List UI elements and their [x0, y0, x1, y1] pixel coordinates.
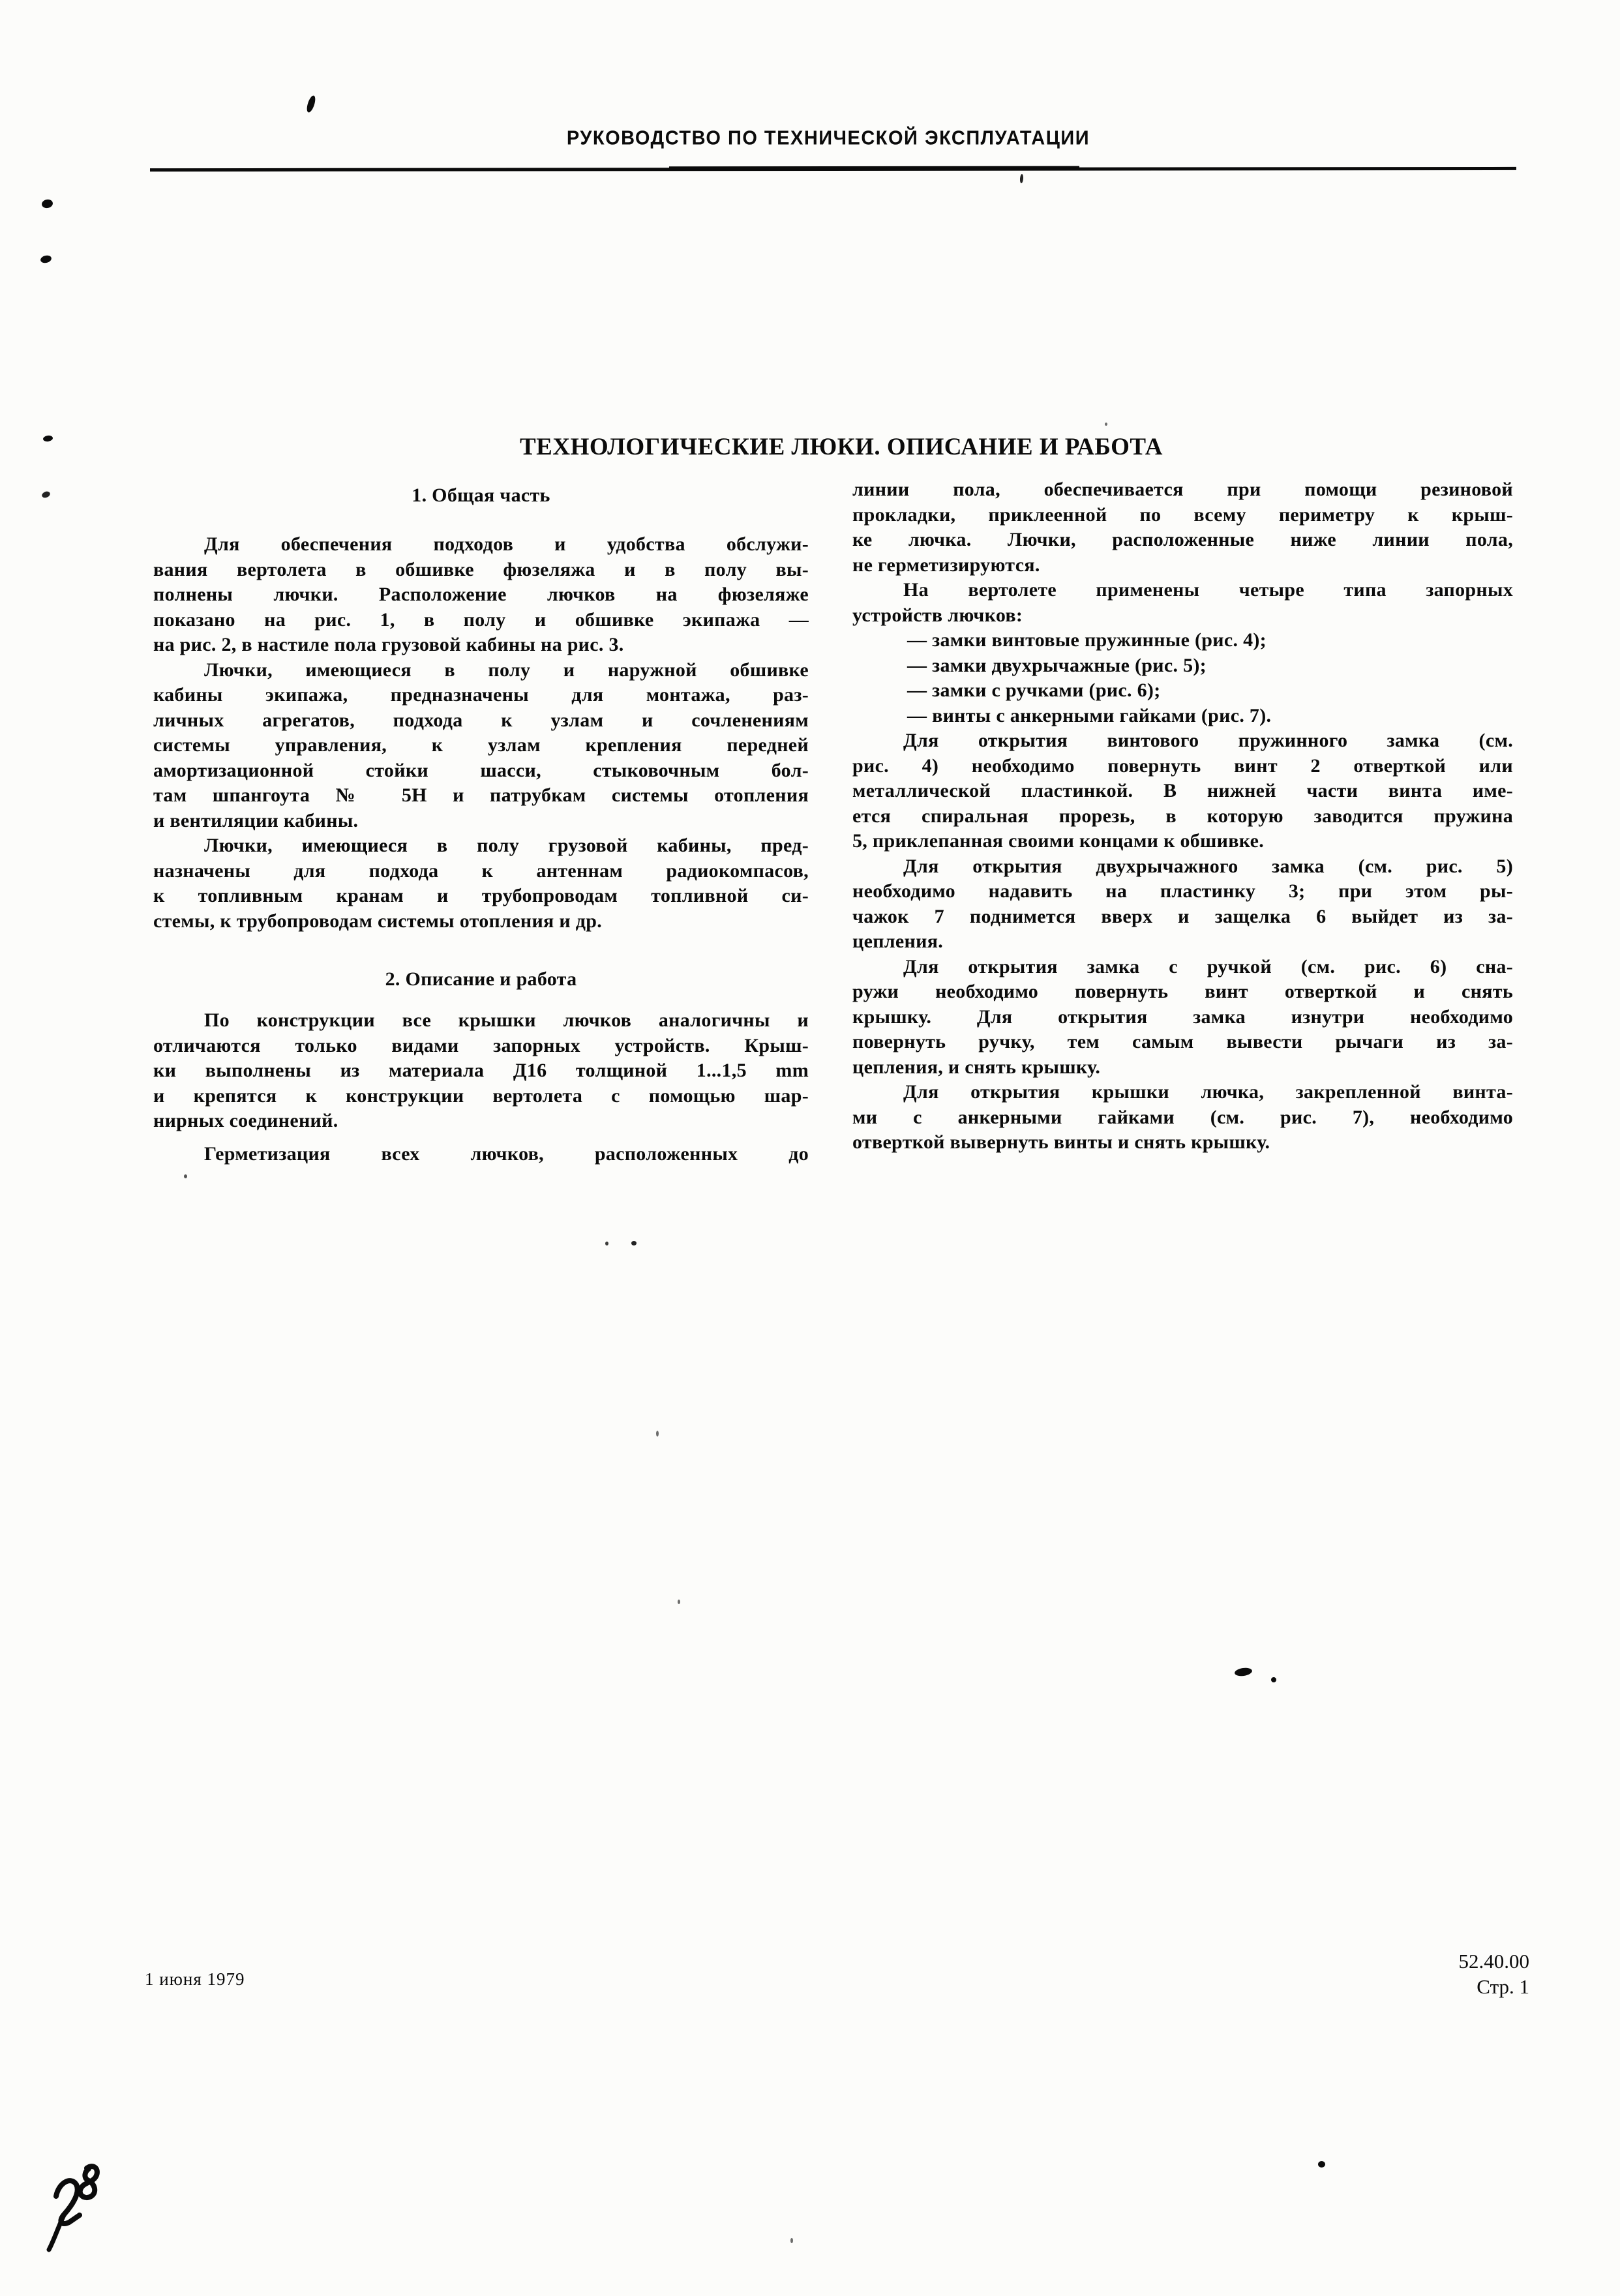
text-line: металлической пластинкой. В нижней части винта име- — [852, 780, 1513, 801]
text-line: системы управления, к узлам крепления передней — [153, 734, 809, 756]
footer-date: 1 июня 1979 — [145, 1969, 245, 1989]
document-number: 52.40.00 — [1458, 1950, 1529, 1973]
text-line: повернуть ручку, тем самым вывести рычаги из за- — [852, 1031, 1513, 1052]
text-line: не герметизируются. — [852, 554, 1040, 576]
ink-speck — [1271, 1677, 1276, 1682]
text-line: Для открытия крышки лючка, закрепленной винта- — [903, 1081, 1513, 1103]
text-column-left — [153, 483, 809, 1167]
text-line: кабины экипажа, предназначены для монтажа, раз- — [153, 684, 809, 706]
text-line: нирных соединений. — [153, 1110, 338, 1131]
text-line: Лючки, имеющиеся в полу и наружной обшивке — [204, 659, 809, 681]
text-line: необходимо надавить на пластинку 3; при этом ры- — [852, 880, 1513, 902]
ink-speck — [1318, 2161, 1325, 2168]
paragraph — [852, 477, 1513, 578]
text-line: к топливным кранам и трубопроводам топливной си- — [153, 885, 809, 906]
handwritten-digit-2 — [56, 2181, 80, 2224]
paragraph — [852, 578, 1513, 628]
text-line: рис. 4) необходимо повернуть винт 2 отверткой или — [852, 754, 1513, 777]
handwritten-stroke — [49, 2214, 65, 2250]
ink-speck — [42, 435, 53, 442]
text-line: ется спиральная прорезь, в которую заводится пружина — [852, 805, 1513, 827]
page-number-label: Стр. 1 — [1477, 1975, 1529, 1998]
paragraph — [852, 955, 1513, 1081]
list-line: — винты с анкерными гайками (рис. 7). — [907, 704, 1272, 726]
lock-types-list — [852, 628, 1513, 728]
running-header: РУКОВОДСТВО ПО ТЕХНИЧЕСКОЙ ЭКСПЛУАТАЦИИ — [566, 127, 1090, 149]
paragraph — [153, 532, 809, 658]
list-line: — замки винтовые пружинные (рис. 4); — [907, 629, 1267, 651]
text-column-right — [852, 477, 1513, 1155]
text-line: Герметизация всех лючков, расположенных до — [204, 1142, 809, 1165]
ink-speck — [40, 254, 52, 264]
header-rule — [150, 167, 1516, 171]
text-line: Для открытия замка с ручкой (см. рис. 6) сна- — [903, 955, 1513, 977]
text-line: амортизационной стойки шасси, стыковочным бол- — [153, 759, 809, 781]
ink-speck — [790, 2238, 793, 2243]
text-line: отверткой вывернуть винты и снять крышку. — [852, 1131, 1270, 1153]
text-line: ми с анкерными гайками (см. рис. 7), необходимо — [852, 1106, 1513, 1128]
text-line: Для открытия двухрычажного замка (см. рис. 5) — [903, 855, 1513, 877]
text-line: и крепятся к конструкции вертолета с помощью шар- — [153, 1084, 809, 1107]
ink-speck — [678, 1600, 680, 1604]
footer-reference — [1459, 1948, 1530, 1999]
text-line: цепления. — [852, 931, 944, 952]
text-line: полнены лючки. Расположение лючков на фюзеляже — [153, 584, 809, 605]
list-line: — замки с ручками (рис. 6); — [907, 679, 1161, 701]
text-line: вания вертолета в обшивке фюзеляжа и в полу вы- — [153, 558, 809, 580]
text-line: ке лючка. Лючки, расположенные ниже линии пола, — [852, 529, 1513, 550]
paragraph — [852, 1080, 1513, 1155]
text-line: По конструкции все крышки лючков аналогичны и — [204, 1009, 809, 1031]
ink-speck — [656, 1431, 659, 1437]
list-line: — замки двухрычажные (рис. 5); — [907, 654, 1207, 676]
text-line: устройств лючков: — [852, 604, 1023, 626]
text-line: личных агрегатов, подхода к узлам и сочленениям — [153, 709, 809, 731]
text-line: ружи необходимо повернуть винт отверткой и снять — [852, 981, 1513, 1002]
ink-speck — [41, 199, 53, 209]
paragraph — [852, 728, 1513, 854]
paragraph — [153, 658, 809, 834]
text-line: Для обеспечения подходов и удобства обслужи- — [204, 533, 809, 555]
text-line: 5, приклепанная своими концами к обшивке. — [852, 830, 1265, 852]
section-heading: 2. Описание и работа — [385, 968, 577, 990]
paragraph — [153, 1142, 809, 1167]
ink-speck — [1105, 423, 1107, 426]
handwritten-digit-8 — [80, 2166, 97, 2198]
text-line: Лючки, имеющиеся в полу грузовой кабины, пред- — [204, 835, 809, 856]
page-title: ТЕХНОЛОГИЧЕСКИЕ ЛЮКИ. ОПИСАНИЕ И РАБОТА — [520, 434, 1163, 460]
text-line: линии пола, обеспечивается при помощи резиновой — [852, 479, 1513, 500]
text-line: цепления, и снять крышку. — [852, 1056, 1101, 1078]
ink-speck — [305, 95, 317, 113]
text-line: там шпангоута № 5Н и патрубкам системы отопления — [153, 784, 809, 806]
text-line: и вентиляции кабины. — [153, 809, 359, 831]
text-line: крышку. Для открытия замка изнутри необходимо — [852, 1006, 1513, 1028]
text-line: показано на рис. 1, в полу и обшивке экипажа — — [153, 608, 809, 631]
text-line: прокладки, приклеенной по всему периметру к крыш- — [852, 503, 1513, 526]
ink-speck — [1234, 1667, 1252, 1677]
text-line: ки выполнены из материала Д16 толщиной 1...1,5 mm — [153, 1060, 809, 1081]
text-line: стемы, к трубопроводам системы отопления и др. — [153, 910, 603, 932]
text-line: На вертолете применены четыре типа запорных — [903, 579, 1513, 601]
text-line: на рис. 2, в настиле пола грузовой кабины на рис. 3. — [153, 634, 624, 655]
text-line: чажок 7 поднимется вверх и защелка 6 выйдет из за- — [852, 905, 1513, 927]
ink-speck — [631, 1241, 637, 1245]
text-line: назначены для подхода к антеннам радиокомпасов, — [153, 859, 809, 882]
ink-speck — [184, 1174, 187, 1178]
ink-speck — [1020, 174, 1024, 183]
section-heading: 1. Общая часть — [412, 485, 550, 506]
paragraph — [153, 1008, 809, 1134]
ink-speck — [605, 1242, 608, 1245]
paragraph — [852, 854, 1513, 955]
text-line: отличаются только видами запорных устройств. Крыш- — [153, 1034, 809, 1056]
text-line: Для открытия винтового пружинного замка (см. — [903, 730, 1513, 751]
paragraph — [153, 833, 809, 934]
ink-speck — [41, 490, 51, 499]
